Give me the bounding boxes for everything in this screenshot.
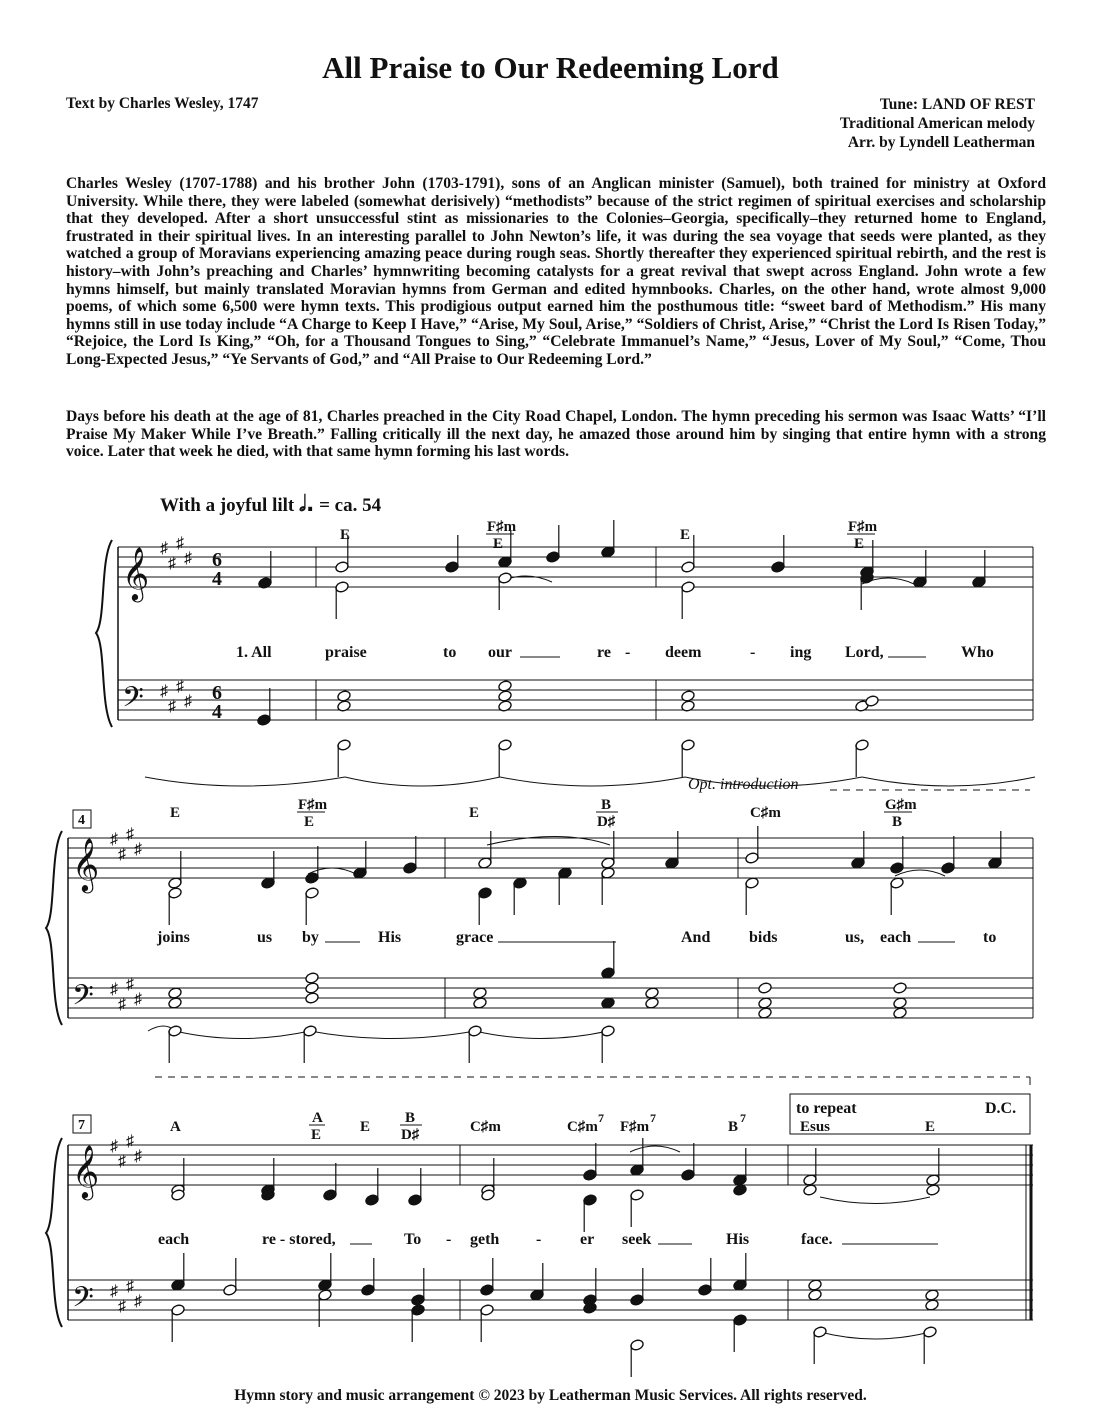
chord-symbol: F♯m: [620, 1119, 650, 1135]
lyric-syllable: er: [580, 1231, 595, 1248]
svg-text:♯: ♯: [176, 678, 184, 695]
system-3-bass-staff: [68, 1280, 1033, 1320]
text-credit: Text by Charles Wesley, 1747: [66, 95, 259, 112]
notehead: [745, 852, 760, 865]
lyric-syllable: His: [726, 1231, 750, 1248]
notehead: [758, 1007, 773, 1020]
svg-text:♯: ♯: [118, 996, 126, 1013]
notehead: [546, 551, 561, 564]
notehead: [361, 1284, 376, 1297]
chord-symbol: B: [405, 1110, 416, 1126]
notehead: [601, 857, 616, 870]
notehead: [305, 872, 320, 885]
measure-number: 7: [78, 1118, 85, 1133]
lyric-syllable: by: [302, 929, 319, 946]
system-1-bass-staff: [118, 680, 1033, 720]
notehead: [261, 877, 276, 890]
notehead: [988, 857, 1003, 870]
notehead: [733, 1184, 748, 1197]
lyric-syllable: us,: [845, 929, 865, 946]
notehead: [851, 857, 866, 870]
notehead: [681, 739, 696, 752]
lyric-syllable: to: [983, 929, 997, 946]
svg-text:♯: ♯: [118, 1153, 126, 1170]
tune-name: Tune: LAND OF REST: [879, 96, 1035, 113]
notehead: [698, 1284, 713, 1297]
notehead: [337, 739, 352, 752]
lyric-syllable: Lord,: [845, 644, 884, 661]
svg-text:♯: ♯: [176, 535, 184, 552]
notehead: [803, 1174, 818, 1187]
notehead: [630, 1339, 645, 1352]
treble-clef-icon: 𝄞: [72, 839, 100, 890]
svg-text:♯: ♯: [184, 550, 192, 567]
notehead: [223, 1284, 238, 1297]
notehead: [923, 1326, 938, 1339]
notehead: [498, 572, 513, 585]
copyright-footer: Hymn story and music arrangement © 2023 by Leatherman Music Services. All rights reserved.: [234, 1387, 867, 1404]
system-1-treble-staff: [118, 547, 1033, 587]
dotted-half-note-icon: 𝅗𝅥.: [299, 492, 315, 517]
notehead: [758, 982, 773, 995]
svg-text:♯: ♯: [126, 1278, 134, 1295]
tempo-value: = ca. 54: [319, 495, 382, 516]
notehead: [645, 997, 660, 1010]
notehead: [855, 739, 870, 752]
notehead: [583, 1169, 598, 1182]
notehead: [803, 1184, 818, 1197]
notehead: [601, 867, 616, 880]
lyric-syllable: ing: [790, 644, 812, 661]
notehead: [445, 561, 460, 574]
svg-text:♯: ♯: [160, 683, 168, 700]
notehead: [171, 1304, 186, 1317]
to-repeat-label: to repeat: [796, 1100, 857, 1117]
chord-symbol: E: [680, 527, 691, 543]
notehead: [926, 1184, 941, 1197]
notehead: [318, 1279, 333, 1292]
lyric-syllable: And: [681, 929, 711, 946]
lyric-syllable: -: [536, 1231, 542, 1248]
notehead: [335, 581, 350, 594]
lyric-syllable: each: [158, 1231, 190, 1248]
chord-symbol: 7: [650, 1111, 656, 1125]
notehead: [630, 1164, 645, 1177]
notehead: [601, 997, 616, 1010]
arranger: Arr. by Lyndell Leatherman: [847, 134, 1035, 151]
treble-clef-icon: 𝄞: [72, 1146, 100, 1197]
notehead: [926, 1174, 941, 1187]
notehead: [681, 1169, 696, 1182]
chord-symbol: C♯m: [750, 805, 781, 821]
chord-symbol: Esus: [800, 1119, 831, 1135]
svg-text:♯: ♯: [168, 698, 176, 715]
chord-symbol: F♯m: [298, 797, 328, 813]
chord-symbol: C♯m: [567, 1119, 598, 1135]
notehead: [601, 546, 616, 559]
svg-text:♯: ♯: [110, 981, 118, 998]
notehead: [473, 997, 488, 1010]
notehead: [305, 982, 320, 995]
svg-text:♯: ♯: [118, 1298, 126, 1315]
chord-symbol: F♯m: [487, 519, 517, 535]
notehead: [645, 987, 660, 1000]
notehead: [303, 1025, 318, 1038]
chord-symbol: 7: [740, 1111, 746, 1125]
lyric-syllable: seek: [622, 1231, 652, 1248]
svg-text:♯: ♯: [134, 991, 142, 1008]
lyric-syllable: grace: [456, 929, 494, 946]
lyric-syllable: deem: [665, 644, 702, 661]
notehead: [168, 877, 183, 890]
notehead: [168, 987, 183, 1000]
chord-symbol: E: [493, 536, 504, 552]
notehead: [318, 1289, 333, 1302]
notehead: [925, 1289, 940, 1302]
notehead: [681, 581, 696, 594]
notehead: [733, 1174, 748, 1187]
notehead: [480, 1304, 495, 1317]
notehead: [630, 1294, 645, 1307]
time-signature-top: 6: [212, 682, 222, 704]
lyric-syllable: to: [443, 644, 457, 661]
lyric-syllable: us: [257, 929, 273, 946]
notehead: [478, 857, 493, 870]
notehead: [530, 1289, 545, 1302]
measure-number: 4: [78, 813, 85, 828]
svg-text:♯: ♯: [126, 1133, 134, 1150]
chord-symbol: D♯: [597, 814, 616, 830]
notehead: [558, 867, 573, 880]
lyric-syllable: -: [750, 644, 756, 661]
notehead: [353, 867, 368, 880]
chord-symbol: G♯m: [885, 797, 917, 813]
opt-introduction-label: Opt. introduction: [688, 776, 799, 793]
svg-text:♯: ♯: [134, 1293, 142, 1310]
notehead: [168, 887, 183, 900]
notehead: [480, 1284, 495, 1297]
lyric-syllable: bids: [749, 929, 778, 946]
chord-symbol: D♯: [401, 1127, 420, 1143]
notehead: [665, 857, 680, 870]
notehead: [408, 1194, 423, 1207]
notehead: [365, 1194, 380, 1207]
lyric-syllable: 1. All: [236, 644, 272, 661]
chord-symbol: B: [601, 797, 612, 813]
notehead: [893, 997, 908, 1010]
svg-text:♯: ♯: [118, 846, 126, 863]
notehead: [890, 862, 905, 875]
lyric-syllable: re: [597, 644, 611, 661]
chord-symbol: 7: [598, 1111, 604, 1125]
svg-text:♯: ♯: [134, 1148, 142, 1165]
notehead: [305, 992, 320, 1005]
notehead: [893, 1007, 908, 1020]
lyric-syllable: -: [446, 1231, 452, 1248]
bass-clef-icon: 𝄢: [72, 981, 94, 1018]
notehead: [808, 1279, 823, 1292]
svg-text:♯: ♯: [110, 831, 118, 848]
notehead: [323, 1189, 338, 1202]
notehead: [771, 561, 786, 574]
svg-text:♯: ♯: [110, 1283, 118, 1300]
notehead: [478, 887, 493, 900]
lyric-syllable: face.: [801, 1231, 833, 1248]
notehead: [403, 862, 418, 875]
chord-symbol: E: [304, 814, 315, 830]
svg-text:♯: ♯: [168, 555, 176, 572]
tempo-text: With a joyful lilt: [160, 495, 295, 516]
system-2-treble-staff: [68, 838, 1033, 878]
lyric-syllable: our: [488, 644, 512, 661]
chord-symbol: E: [340, 527, 351, 543]
chord-symbol: A: [312, 1110, 323, 1126]
notehead: [972, 576, 987, 589]
notehead: [171, 1279, 186, 1292]
chord-symbol: F♯m: [848, 519, 878, 535]
bass-clef-icon: 𝄢: [122, 683, 144, 720]
bass-clef-icon: 𝄢: [72, 1283, 94, 1320]
lyric-syllable: -: [625, 644, 631, 661]
notehead: [498, 739, 513, 752]
notehead: [758, 997, 773, 1010]
system-3-treble-staff: [68, 1145, 1033, 1185]
notehead: [498, 556, 513, 569]
dc-label: D.C.: [985, 1100, 1017, 1117]
notehead: [335, 561, 350, 574]
notehead: [745, 877, 760, 890]
lyric-syllable: praise: [325, 644, 367, 661]
lyric-syllable: His: [378, 929, 402, 946]
notehead: [808, 1289, 823, 1302]
notehead: [733, 1314, 748, 1327]
lyric-syllable: Who: [961, 644, 994, 661]
svg-text:♯: ♯: [184, 693, 192, 710]
treble-clef-icon: 𝄞: [122, 548, 150, 599]
notehead: [890, 877, 905, 890]
lyric-syllable: geth: [470, 1231, 500, 1248]
notehead: [630, 1189, 645, 1202]
story-paragraph-1: Charles Wesley (1707-1788) and his brother John (1703-1791), sons of an Anglican minister (Samuel), both trained for ministry at Oxford University. While there, they were labeled (somewhat derisively) “methodists” because of the strict regimen of spiritual exercises and scholarship that they developed. After a short unsuccessful stint as missionaries to the Colonies–Georgia, specifically–they returned home to England, frustrated in their spiritual lives. In an interesting parallel to John Newton’s life, it was during the sea voyage that seeds were planted, as they watched a group of Moravians experiencing amazing peace during rough seas. Shortly thereafter they experienced spiritual rebirth, and the rest is history–with John’s preaching and Charles’ hymnwriting becoming catalysts for a great revival that swept across England. John wrote a few hymns himself, but mainly translated Moravian hymns from German and edited hymnbooks. Charles, on the other hand, wrote almost 9,000 poems, of which some 6,500 were hymn texts. This prodigious output earned him the posthumous title: “sweet bard of Methodism.” His many hymns still in use today include “A Charge to Keep I Have,” “Arise, My Soul, Arise,” “Soldiers of Christ, Arise,” “Christ the Lord Is Risen Today,” “Rejoice, the Lord Is King,” “Oh, for a Thousand Tongues to Sing,” “Celebrate Immanuel’s Name,” “Jesus, Lover of My Soul,” “Come, Thou Long-Expected Jesus,” “Ye Servants of God,” and “All Praise to Our Redeeming Lord.”: [66, 175, 1046, 368]
notehead: [893, 982, 908, 995]
notehead: [925, 1299, 940, 1312]
notehead: [411, 1294, 426, 1307]
notehead: [473, 987, 488, 1000]
notehead: [411, 1304, 426, 1317]
notehead: [468, 1025, 483, 1038]
system-2-bass-staff: [68, 978, 1033, 1018]
svg-text:♯: ♯: [126, 976, 134, 993]
notehead: [681, 561, 696, 574]
notehead: [257, 714, 272, 727]
chord-symbol: E: [925, 1119, 936, 1135]
notehead: [601, 967, 616, 980]
chord-symbol: B: [728, 1119, 739, 1135]
lyric-syllable: To: [404, 1231, 422, 1248]
story-paragraph-2: Days before his death at the age of 81, Charles preached in the City Road Chapel, London. The hymn preceding his sermon was Isaac Watts’ “I’ll Praise My Maker While I’ve Breath.” Falling critically ill the next day, he amazed those around him by singing that entire hymn with a strong voice. Later that week he died, with that same hymn forming his last words.: [66, 408, 1046, 461]
chord-symbol: E: [854, 536, 865, 552]
notehead: [583, 1194, 598, 1207]
svg-text:♯: ♯: [134, 841, 142, 858]
svg-text:♯: ♯: [160, 540, 168, 557]
notehead: [168, 1025, 183, 1038]
hymn-title: All Praise to Our Redeeming Lord: [322, 50, 779, 85]
svg-text:♯: ♯: [110, 1138, 118, 1155]
chord-symbol: C♯m: [470, 1119, 501, 1135]
notehead: [168, 997, 183, 1010]
time-signature-top: 6: [212, 549, 222, 571]
notehead: [733, 1279, 748, 1292]
chord-symbol: E: [469, 805, 480, 821]
lyric-syllable: re - stored,: [262, 1231, 336, 1248]
notehead: [305, 972, 320, 985]
notehead: [813, 1326, 828, 1339]
lyric-syllable: each: [880, 929, 912, 946]
notehead: [601, 1025, 616, 1038]
notehead: [513, 877, 528, 890]
chord-symbol: B: [892, 814, 903, 830]
time-signature-bottom: 4: [212, 568, 222, 590]
svg-text:♯: ♯: [126, 826, 134, 843]
chord-symbol: A: [170, 1119, 181, 1135]
notehead: [913, 576, 928, 589]
chord-symbol: E: [311, 1127, 322, 1143]
tune-origin: Traditional American melody: [839, 115, 1035, 132]
chord-symbol: E: [360, 1119, 371, 1135]
lyric-syllable: joins: [157, 929, 190, 946]
notehead: [305, 887, 320, 900]
time-signature-bottom: 4: [212, 701, 222, 723]
chord-symbol: E: [170, 805, 181, 821]
notehead: [941, 862, 956, 875]
